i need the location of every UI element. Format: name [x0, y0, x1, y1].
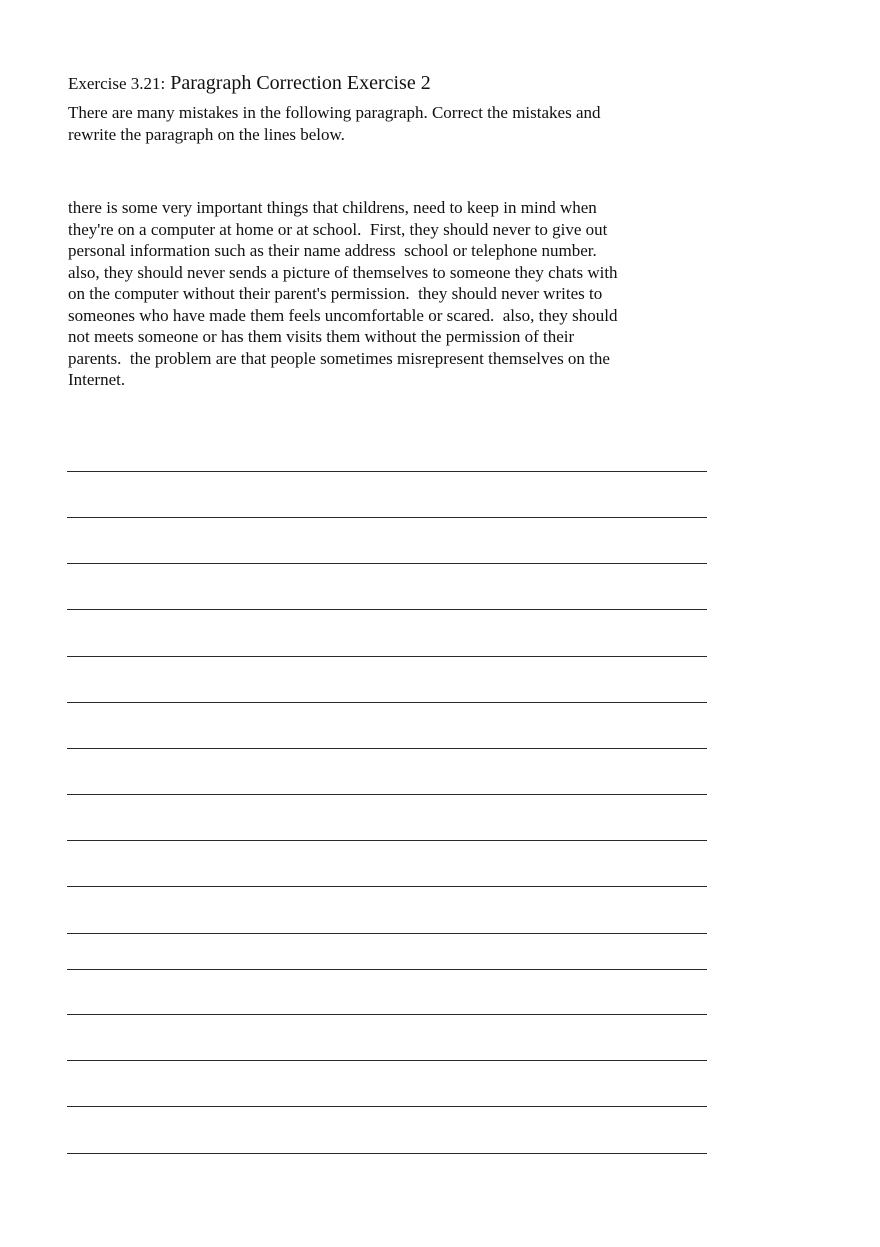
instructions-line: rewrite the paragraph on the lines below. — [68, 125, 345, 144]
writing-line[interactable] — [67, 1153, 707, 1154]
writing-line[interactable] — [67, 794, 707, 795]
writing-line[interactable] — [67, 702, 707, 703]
writing-line[interactable] — [67, 840, 707, 841]
writing-line[interactable] — [67, 1060, 707, 1061]
writing-line[interactable] — [67, 563, 707, 564]
paragraph-to-correct — [68, 197, 708, 391]
instructions — [68, 102, 688, 146]
writing-line[interactable] — [67, 517, 707, 518]
exercise-name: Paragraph Correction Exercise 2 — [165, 72, 431, 94]
paragraph-line: there is some very important things that childrens, need to keep in mind when — [68, 198, 597, 217]
writing-line[interactable] — [67, 969, 707, 970]
writing-line[interactable] — [67, 656, 707, 657]
paragraph-line: someones who have made them feels uncomfortable or scared. also, they should — [68, 305, 618, 325]
paragraph-line: also, they should never sends a picture of themselves to someone they chats with — [68, 262, 618, 282]
writing-line[interactable] — [67, 1106, 707, 1107]
exercise-number: Exercise 3.21: — [68, 74, 166, 93]
writing-line[interactable] — [67, 609, 707, 610]
paragraph-line: parents. the problem are that people sometimes misrepresent themselves on the — [68, 348, 610, 368]
paragraph-line: Internet. — [68, 370, 126, 389]
writing-line[interactable] — [67, 471, 707, 472]
instructions-line: There are many mistakes in the following paragraph. Correct the mistakes and — [68, 103, 601, 122]
paragraph-line: on the computer without their parent's permission. they should never writes to — [68, 284, 603, 303]
writing-line[interactable] — [67, 748, 707, 749]
writing-line[interactable] — [67, 886, 707, 887]
writing-line[interactable] — [67, 1014, 707, 1015]
paragraph-line: personal information such as their name address school or telephone number. — [68, 241, 597, 260]
paragraph-line: not meets someone or has them visits them without the permission of their — [68, 327, 575, 346]
writing-line[interactable] — [67, 933, 707, 934]
paragraph-line: they're on a computer at home or at school. First, they should never to give out — [68, 219, 608, 239]
page-title — [68, 71, 768, 97]
